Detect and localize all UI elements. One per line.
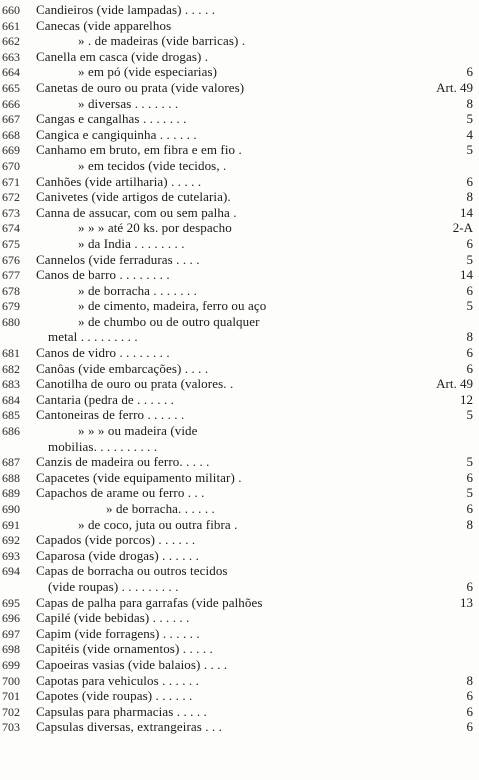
table-row (0, 579, 479, 595)
item-number: 680 (2, 314, 20, 329)
tariff-class: 13 (460, 594, 473, 610)
tariff-class: 6 (466, 703, 473, 719)
table-row (0, 236, 479, 252)
table-row (0, 626, 479, 642)
item-description: Capas de palha para garrafas (vide palhões (36, 594, 263, 610)
item-description: Capotes (vide roupas) . . . . . . (36, 688, 193, 704)
item-number: 684 (2, 392, 20, 407)
table-row (0, 517, 479, 533)
item-description: Canzis de madeira ou ferro. . . . . (36, 454, 210, 470)
table-row (0, 392, 479, 408)
item-description: Canecas (vide apparelhos (36, 17, 172, 33)
table-row (0, 563, 479, 579)
tariff-class: 6 (466, 282, 473, 298)
item-description: » em tecidos (vide tecidos, . (78, 157, 227, 173)
item-number: 663 (2, 49, 20, 64)
item-number: 688 (2, 470, 20, 485)
item-description: Capacetes (vide equipamento militar) . (36, 469, 242, 485)
item-description: Capilé (vide bebidas) . . . . . . (36, 610, 190, 626)
item-number: 696 (2, 611, 20, 626)
item-description: Capitéis (vide ornamentos) . . . . . (36, 641, 213, 657)
item-description: Canella em casca (vide drogas) . (36, 48, 209, 64)
table-row (0, 454, 479, 470)
table-row (0, 267, 479, 283)
item-number: 672 (2, 190, 20, 205)
tariff-class: 5 (466, 407, 473, 423)
item-description: Capas de borracha ou outros tecidos (36, 563, 228, 579)
table-row (0, 298, 479, 314)
item-description: metal . . . . . . . . . (48, 329, 138, 345)
item-description: Cangas e cangalhas . . . . . . . (36, 111, 187, 127)
table-row (0, 470, 479, 486)
tariff-class: 6 (466, 501, 473, 516)
table-row (0, 345, 479, 361)
table-row (0, 127, 479, 143)
item-description: Canna de assucar, com ou sem palha . (36, 204, 237, 220)
item-description: Canos de barro . . . . . . . . (36, 267, 170, 283)
table-row (0, 142, 479, 158)
item-number: 689 (2, 486, 20, 501)
tariff-class: 8 (466, 672, 473, 688)
item-description: Canotilha de ouro ou prata (valores. . (36, 376, 234, 392)
table-row (0, 641, 479, 657)
item-description: mobilias. . . . . . . . . . (48, 438, 158, 454)
tariff-class: 14 (460, 267, 473, 283)
item-number: 667 (2, 112, 20, 127)
table-row (0, 33, 479, 49)
item-description: Capim (vide forragens) . . . . . . (36, 625, 200, 641)
table-row (0, 174, 479, 190)
item-number: 702 (2, 704, 20, 719)
table-row (0, 485, 479, 501)
table-row (0, 423, 479, 439)
item-description: Cangica e cangiquinha . . . . . . (36, 126, 197, 142)
item-description: » de chumbo ou de outro qualquer (78, 313, 260, 329)
tariff-class: 6 (466, 235, 473, 251)
table-row (0, 532, 479, 548)
item-number: 695 (2, 595, 20, 610)
item-number: 697 (2, 626, 20, 641)
item-description: » de coco, juta ou outra fibra . (78, 516, 238, 532)
item-description: Canhões (vide artilharia) . . . . . (36, 173, 202, 189)
item-number: 698 (2, 642, 20, 657)
item-number: 701 (2, 689, 20, 704)
item-number: 673 (2, 205, 20, 220)
item-number: 683 (2, 377, 20, 392)
item-description: Cantoneiras de ferro . . . . . . (36, 407, 185, 423)
item-description: » diversas . . . . . . . (78, 95, 179, 111)
tariff-class: 14 (460, 204, 473, 220)
item-description: Caparosa (vide drogas) . . . . . . (36, 547, 199, 563)
item-description: Canetas de ouro ou prata (vide valores) (36, 79, 245, 95)
item-number: 699 (2, 657, 20, 672)
table-row (0, 501, 479, 517)
tariff-class: 6 (466, 688, 473, 704)
item-description: » de borracha. . . . . . (106, 501, 215, 516)
item-description: Candieiros (vide lampadas) . . . . . (36, 2, 216, 17)
table-row (0, 407, 479, 423)
tariff-class: 8 (466, 329, 473, 345)
table-row (0, 361, 479, 377)
table-row (0, 283, 479, 299)
table-row (0, 329, 479, 345)
tariff-class: 6 (466, 469, 473, 485)
table-row (0, 719, 479, 735)
item-description: Canôas (vide embarcações) . . . . (36, 360, 209, 376)
item-number: 682 (2, 361, 20, 376)
table-row (0, 158, 479, 174)
tariff-class: Art. 49 (436, 376, 473, 392)
table-row (0, 64, 479, 80)
item-number: 660 (2, 3, 20, 17)
tariff-class: 6 (466, 360, 473, 376)
table-row (0, 111, 479, 127)
item-number: 668 (2, 127, 20, 142)
table-row (0, 18, 479, 34)
tariff-class: 8 (466, 95, 473, 111)
item-number: 662 (2, 34, 20, 49)
table-row (0, 610, 479, 626)
table-row (0, 595, 479, 611)
tariff-class: 6 (466, 173, 473, 189)
item-number: 665 (2, 80, 20, 95)
item-number: 687 (2, 455, 20, 470)
table-row (0, 205, 479, 221)
item-description: Capsulas diversas, extrangeiras . . . (36, 719, 223, 735)
tariff-class: 5 (466, 111, 473, 127)
item-number: 691 (2, 517, 20, 532)
item-number: 661 (2, 18, 20, 33)
table-row (0, 314, 479, 330)
item-number: 692 (2, 533, 20, 548)
tariff-class: 5 (466, 298, 473, 314)
item-description: (vide roupas) . . . . . . . . . (48, 578, 179, 594)
table-row (0, 376, 479, 392)
item-number: 700 (2, 673, 20, 688)
table-row (0, 548, 479, 564)
table-row (0, 220, 479, 236)
item-description: Capsulas para pharmacias . . . . . (36, 703, 207, 719)
table-row (0, 2, 479, 18)
table-row (0, 80, 479, 96)
tariff-class: 5 (466, 142, 473, 158)
item-number: 681 (2, 346, 20, 361)
tariff-class: 6 (466, 578, 473, 594)
table-row (0, 49, 479, 65)
item-description: Capotas para vehiculos . . . . . . (36, 672, 199, 688)
tariff-class: 5 (466, 454, 473, 470)
item-description: » » » ou madeira (vide (78, 423, 198, 439)
item-description: Capachos de arame ou ferro . . . (36, 485, 205, 501)
item-number: 675 (2, 236, 20, 251)
tariff-class: 6 (466, 719, 473, 735)
table-row (0, 704, 479, 720)
item-description: Capados (vide porcos) . . . . . . (36, 532, 196, 548)
item-number: 703 (2, 720, 20, 735)
tariff-class: 6 (466, 345, 473, 361)
tariff-class: 4 (466, 126, 473, 142)
item-number: 674 (2, 221, 20, 236)
table-row (0, 189, 479, 205)
table-row (0, 657, 479, 673)
item-number: 669 (2, 143, 20, 158)
item-description: Canhamo em bruto, em fibra e em fio . (36, 142, 242, 158)
tariff-class: 8 (466, 189, 473, 205)
item-description: » em pó (vide especiarias) (78, 64, 218, 80)
tariff-class: 5 (466, 251, 473, 267)
item-number: 693 (2, 548, 20, 563)
item-number: 664 (2, 65, 20, 80)
item-description: Capoeiras vasias (vide balaios) . . . . (36, 656, 228, 672)
item-number: 685 (2, 408, 20, 423)
item-number: 679 (2, 299, 20, 314)
item-description: Canivetes (vide artigos de cutelaria). (36, 189, 231, 205)
item-description: » de borracha . . . . . . . (78, 282, 197, 298)
item-number: 676 (2, 252, 20, 267)
item-description: Canos de vidro . . . . . . . . (36, 345, 170, 361)
tariff-class: Art. 49 (436, 79, 473, 95)
table-row (0, 439, 479, 455)
item-description: » . de madeiras (vide barricas) . (78, 33, 246, 49)
item-description: » de cimento, madeira, ferro ou aço (78, 298, 267, 314)
item-number: 671 (2, 174, 20, 189)
item-number: 686 (2, 424, 20, 439)
item-number: 666 (2, 96, 20, 111)
item-description: Cantaria (pedra de . . . . . . (36, 391, 175, 407)
table-row (0, 96, 479, 112)
table-row (0, 688, 479, 704)
tariff-class: 8 (466, 516, 473, 532)
item-description: Cannelos (vide ferraduras . . . . (36, 251, 200, 267)
item-number: 678 (2, 283, 20, 298)
tariff-class: 12 (460, 391, 473, 407)
tariff-class: 5 (466, 485, 473, 501)
table-row (0, 252, 479, 268)
item-number: 694 (2, 564, 20, 579)
table-row (0, 673, 479, 689)
tariff-class: 6 (466, 64, 473, 80)
item-description: » » » até 20 ks. por despacho (78, 220, 232, 236)
item-description: » da India . . . . . . . . (78, 235, 185, 251)
item-number: 690 (2, 502, 20, 516)
tariff-class: 2-A (452, 220, 473, 236)
item-number: 677 (2, 268, 20, 283)
item-number: 670 (2, 158, 20, 173)
